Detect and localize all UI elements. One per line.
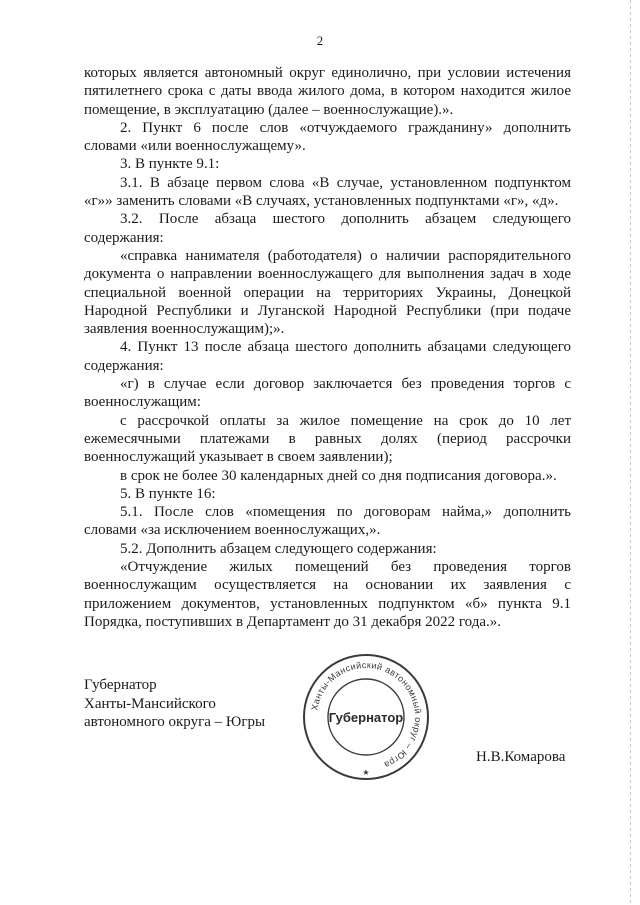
- signature-title-line: Ханты-Мансийского: [84, 695, 216, 712]
- seal-graphic: [300, 651, 432, 783]
- paragraph: 5.1. После слов «помещения по договорам найма,» дополнить словами «за исключением военнослужащих,».: [84, 504, 571, 539]
- paragraph: «Отчуждение жилых помещений без проведения торгов военнослужащим осуществляется на основании их заявления с приложением документов, установленных подпунктом «б» пункта 9.1 Порядка, поступивших в Департамент до 31 декабря 2022 года.».: [84, 559, 571, 630]
- paragraph: 3.1. В абзаце первом слова «В случае, установленном подпунктом «г»» заменить словами «В случаях, установленных подпунктами «г», «д».: [84, 174, 571, 210]
- seal-ring-text: Ханты-Мансийский автономный округ – Югра: [309, 659, 424, 771]
- signature-title-line: Губернатор: [84, 677, 157, 693]
- paragraph: 3.2. После абзаца шестого дополнить абзацем следующего содержания:: [84, 211, 571, 246]
- paragraph: которых является автономный округ единолично, при условии истечения пятилетнего срока с даты ввода жилого дома, в котором находится жилое помещение, в эксплуатацию (далее – военнослужащие).».: [84, 65, 571, 118]
- scan-edge: [630, 0, 631, 905]
- seal-center-text: Губернатор: [328, 710, 404, 725]
- paragraph: 5.2. Дополнить абзацем следующего содержания:: [120, 540, 437, 557]
- page-number: 2: [316, 33, 324, 48]
- paragraph: 3. В пункте 9.1:: [120, 156, 220, 173]
- paragraph: 5. В пункте 16:: [120, 485, 216, 502]
- seal-star-icon: ★: [362, 768, 370, 777]
- paragraph: с рассрочкой оплаты за жилое помещение на срок до 10 лет ежемесячными платежами в равных долях (период рассрочки военнослужащий указывает в своем заявлении);: [84, 412, 571, 466]
- paragraph: «г) в случае если договор заключается без проведения торгов с военнослужащим:: [84, 376, 571, 411]
- paragraph: 2. Пункт 6 после слов «отчуждаемого гражданину» дополнить словами «или военнослужащему».: [84, 119, 571, 155]
- paragraph: «справка нанимателя (работодателя) о наличии распорядительного документа о направлении военнослужащего для выполнения задач в ходе специальной военной операции на территориях Украины, Донецкой Народной Республики и Луганской Народной Республики (при подаче заявления военнослужащим);».: [84, 247, 571, 338]
- signature-title-line: автономного округа – Югры: [84, 714, 266, 730]
- official-seal: [300, 651, 432, 783]
- paragraph: 4. Пункт 13 после абзаца шестого дополнить абзацами следующего содержания:: [84, 339, 571, 374]
- paragraph: в срок не более 30 календарных дней со дня подписания договора.».: [120, 467, 557, 484]
- signer-name: Н.В.Комарова: [476, 749, 566, 765]
- signature-block: [84, 676, 265, 732]
- document-body: [84, 64, 571, 631]
